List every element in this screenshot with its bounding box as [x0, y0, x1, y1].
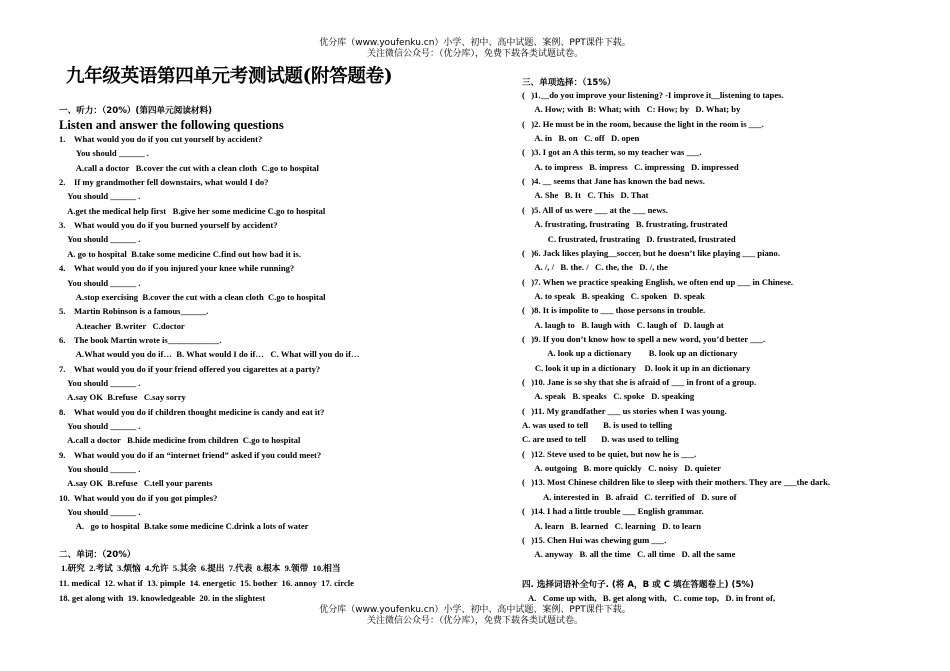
- choice-line: A. to speak B. speaking C. spoken D. speak: [522, 290, 705, 301]
- choice-line: A. in B. on C. off D. open: [522, 133, 640, 144]
- listening-line: You should ______ .: [59, 148, 149, 159]
- page-title: 九年级英语第四单元考测试题(附答题卷): [66, 66, 393, 87]
- listening-line: A.call a doctor B.hide medicine from children C.go to hospital: [59, 435, 301, 446]
- choice-line: ( )2. He must be in the room, because the light in the room is ___.: [522, 118, 764, 129]
- listening-line: You should ______ .: [59, 464, 141, 475]
- fill-options: A. Come up with, B. get along with, C. come top, D. in front of,: [522, 593, 776, 603]
- choice-line: ( )10. Jane is so shy that she is afraid of ___ in front of a group.: [522, 377, 757, 387]
- choice-line: A. was used to tell B. is used to telling: [522, 420, 673, 431]
- choice-line: A. frustrating, frustrating B. frustrating, frustrated: [522, 219, 728, 230]
- listening-line: 2. If my grandmother fell downstairs, what would I do?: [59, 177, 269, 188]
- choice-line: A. How; with B: What; with C: How; by D. What; by: [522, 104, 741, 115]
- listening-line: A. go to hospital B.take some medicine C.find out how bad it is.: [59, 248, 301, 259]
- choice-line: ( )7. When we practice speaking English, we often end up ___ in Chinese.: [522, 276, 794, 287]
- choice-line: A. interested in B. afraid C. terrified of D. sure of: [522, 491, 737, 502]
- page-footer-line2: 关注微信公众号：（优分库），免费下载各类试题试卷。: [366, 616, 583, 626]
- listening-subheading: Listen and answer the following questions: [59, 118, 284, 132]
- listening-line: You should ______ .: [59, 234, 141, 245]
- choice-line: ( )8. It is impolite to ___ those persons in trouble.: [522, 305, 706, 316]
- choice-line: ( )13. Most Chinese children like to sleep with their mothers. They are ___the dark.: [522, 477, 831, 488]
- choice-line: ( )6. Jack likes playing__soccer, but he doesn’t like playing ___ piano.: [522, 247, 781, 258]
- vocabulary-line: 18. get along with 19. knowledgeable 20. in the slightest: [59, 593, 266, 603]
- choice-line: A. speak B. speaks C. spoke D. speaking: [522, 391, 695, 402]
- listening-line: 9. What would you do if an “internet friend” asked if you could meet?: [59, 449, 322, 460]
- listening-line: 3. What would you do if you burned yourself by accident?: [59, 220, 278, 231]
- choice-line: ( )12. Steve used to be quiet, but now he is ___.: [522, 448, 697, 459]
- choice-line: A. outgoing B. more quickly C. noisy D. quieter: [522, 463, 721, 474]
- choice-line: A. to impress B. impress C. impressing D. impressed: [522, 161, 739, 172]
- listening-line: A.call a doctor B.cover the cut with a clean cloth C.go to hospital: [59, 162, 319, 173]
- listening-line: A.teacher B.writer C.doctor: [59, 320, 185, 331]
- listening-line: 5. Martin Robinson is a famous______.: [59, 306, 209, 317]
- choice-line: ( )9. If you don’t know how to spell a new word, you’d better ___.: [522, 333, 766, 344]
- vocabulary-line: 1.研究 2.考试 3.烦恼 4.允许 5.其余 6.提出 7.代表 8.根本 9.领带 10.相当: [59, 563, 341, 573]
- choice-heading: 三、单项选择：（15%）: [522, 78, 616, 88]
- vocabulary-line: 11. medical 12. what if 13. pimple 14. energetic 15. bother 16. annoy 17. circle: [59, 578, 354, 588]
- listening-line: 6. The book Martin wrote is____________.: [59, 334, 222, 345]
- choice-line: ( )3. I got an A this term, so my teacher was ___.: [522, 147, 702, 158]
- choice-line: ( )5. All of us were ___ at the ___ news.: [522, 204, 668, 215]
- page-header-line2: 关注微信公众号：（优分库），免费下载各类试题试卷。: [366, 49, 583, 59]
- listening-line: A.What would you do if… B. What would I do if… C. What will you do if…: [59, 349, 360, 360]
- vocabulary-heading: 二、单词：（20%）: [59, 550, 136, 560]
- listening-heading: 一、听力：（20%）(第四单元阅读材料): [59, 106, 213, 116]
- choice-line: A. anyway B. all the time C. all time D. all the same: [522, 549, 736, 560]
- listening-line: A.say OK B.refuse C.tell your parents: [59, 478, 213, 489]
- listening-line: You should ______ .: [59, 277, 141, 288]
- choice-line: ( )11. My grandfather ___ us stories when I was young.: [522, 405, 727, 416]
- listening-line: A. go to hospital B.take some medicine C.drink a lots of water: [59, 521, 309, 532]
- choice-line: ( )14. I had a little trouble ___ English grammar.: [522, 506, 704, 517]
- listening-line: 7. What would you do if your friend offered you cigarettes at a party?: [59, 363, 321, 374]
- choice-line: ( )4. __ seems that Jane has known the bad news.: [522, 176, 705, 187]
- listening-line: You should ______ .: [59, 191, 141, 202]
- choice-line: A. look up a dictionary B. look up an dictionary: [522, 348, 738, 359]
- listening-line: You should ______ .: [59, 377, 141, 388]
- choice-line: A. She B. It C. This D. That: [522, 190, 649, 201]
- listening-line: 8. What would you do if children thought medicine is candy and eat it?: [59, 406, 325, 417]
- choice-line: ( )15. Chen Hui was chewing gum ___.: [522, 534, 667, 545]
- listening-line: 4. What would you do if you injured your knee while running?: [59, 263, 295, 274]
- choice-line: A. learn B. learned C. learning D. to learn: [522, 520, 702, 531]
- choice-line: C. are used to tell D. was used to telling: [522, 434, 679, 445]
- page-footer-line1: 优分库（www.youfenku.cn）小学、初中、高中试题、案例、PPT课件下载。: [319, 605, 631, 615]
- fill-heading: 四. 选择词语补全句子. (将 A，B 或 C 填在答题卷上) (5%): [522, 580, 754, 590]
- listening-line: 10. What would you do if you got pimples?: [59, 492, 218, 503]
- choice-line: A. laugh to B. laugh with C. laugh of D. laugh at: [522, 319, 724, 330]
- listening-line: A.stop exercising B.cover the cut with a clean cloth C.go to hospital: [59, 291, 326, 302]
- listening-line: You should ______ .: [59, 421, 141, 431]
- listening-line: A.say OK B.refuse C.say sorry: [59, 392, 186, 403]
- page-header-line1: 优分库（www.youfenku.cn）小学、初中、高中试题、案例、PPT课件下载。: [319, 38, 631, 48]
- listening-line: A.get the medical help first B.give her some medicine C.go to hospital: [59, 205, 326, 216]
- choice-line: A. /, / B. the. / C. the, the D. /, the: [522, 262, 668, 273]
- listening-line: 1. What would you do if you cut yourself by accident?: [59, 134, 263, 144]
- listening-line: You should ______ .: [59, 507, 141, 518]
- choice-line: ( )1.__do you improve your listening? -I improve it__listening to tapes.: [522, 90, 784, 100]
- choice-line: C. look it up in a dictionary D. look it up in an dictionary: [522, 362, 751, 373]
- choice-line: C. frustrated, frustrating D. frustrated, frustrated: [522, 233, 736, 244]
